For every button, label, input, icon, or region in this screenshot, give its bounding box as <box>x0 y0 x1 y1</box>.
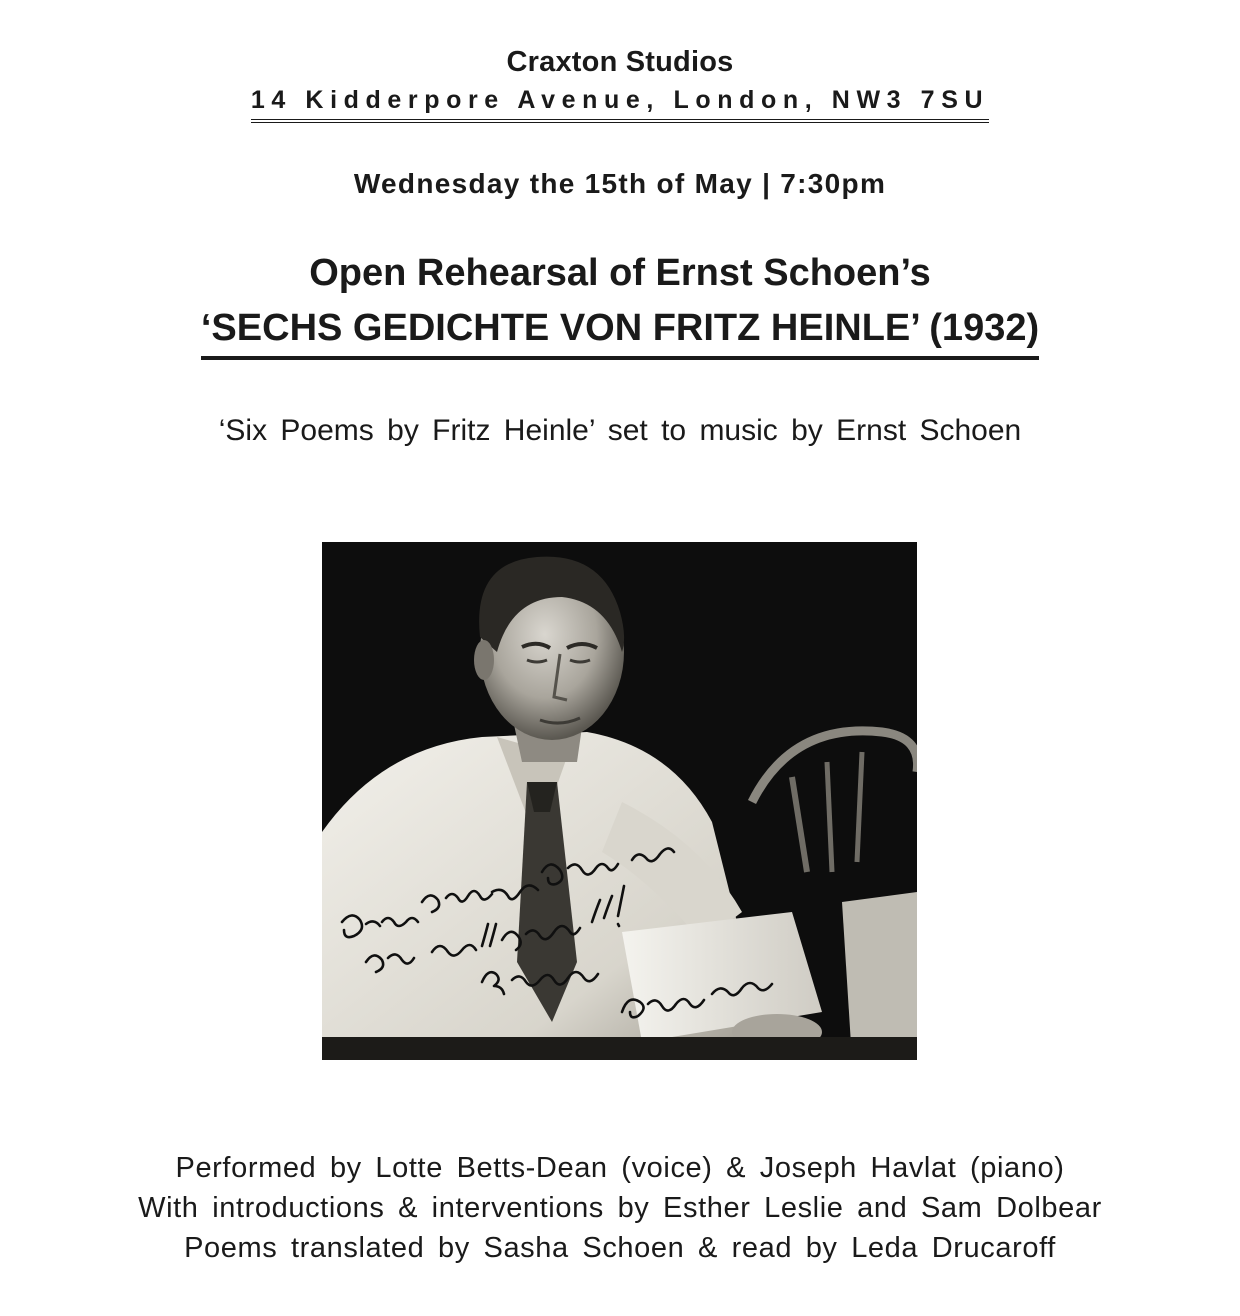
venue-name: Craxton Studios <box>506 46 734 78</box>
venue-address-wrap <box>0 86 1240 123</box>
event-date-time: Wednesday the 15th of May | 7:30pm <box>353 168 887 199</box>
portrait-photo <box>322 542 917 1060</box>
credit-translation: Poems translated by Sasha Schoen & read by Leda Drucaroff <box>184 1232 1056 1264</box>
credit-introductions: With introductions & interventions by Esther Leslie and Sam Dolbear <box>138 1192 1102 1224</box>
venue-address: 14 Kidderpore Avenue, London, NW3 7SU <box>251 86 989 123</box>
event-title-line-2: ‘SECHS GEDICHTE VON FRITZ HEINLE’ (1932) <box>201 307 1039 360</box>
event-subtitle: ‘Six Poems by Fritz Heinle’ set to music by Ernst Schoen <box>218 414 1022 447</box>
portrait-illustration <box>322 542 917 1060</box>
event-title-line-2-wrap <box>0 307 1240 360</box>
credit-performers: Performed by Lotte Betts-Dean (voice) & Joseph Havlat (piano) <box>175 1152 1065 1184</box>
event-title-line-1: Open Rehearsal of Ernst Schoen’s <box>309 252 931 294</box>
